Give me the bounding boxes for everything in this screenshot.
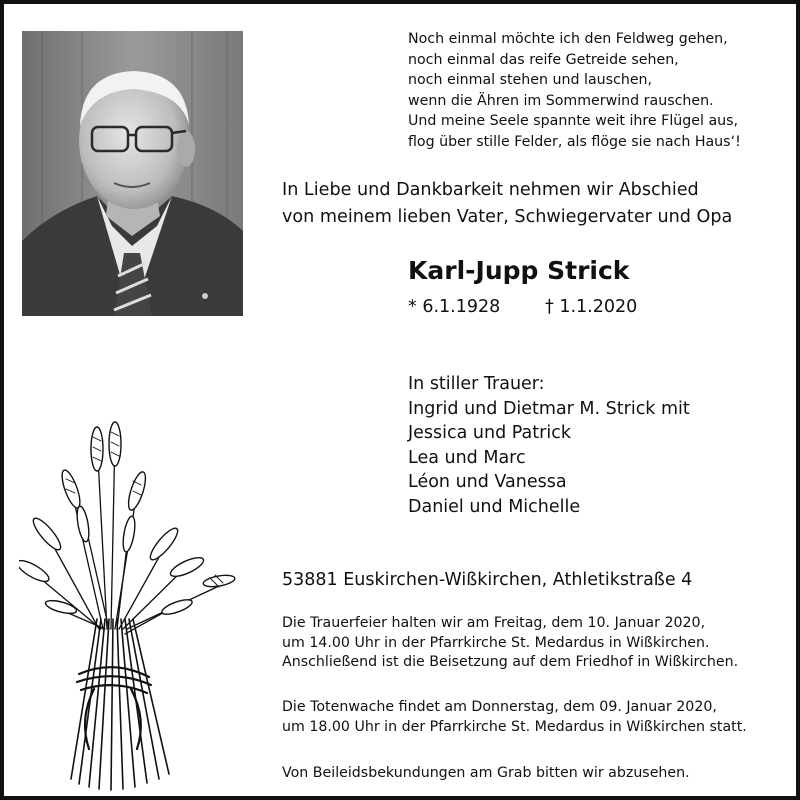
mourner-entry: Daniel und Michelle bbox=[408, 496, 581, 517]
funeral-info bbox=[282, 614, 792, 673]
mourner-entry: Ingrid und Dietmar M. Strick mit bbox=[408, 398, 690, 419]
wake-line: Die Totenwache findet am Donnerstag, dem 09. Januar 2020, bbox=[282, 699, 717, 715]
poem-line: Noch einmal möchte ich den Feldweg gehen, bbox=[408, 31, 728, 47]
poem-line: flog über stille Felder, als flöge sie nach Haus‘! bbox=[408, 133, 741, 150]
portrait-photo bbox=[22, 31, 243, 316]
funeral-line: Die Trauerfeier halten wir am Freitag, dem 10. Januar 2020, bbox=[282, 615, 706, 631]
wheat-sheaf-icon bbox=[19, 419, 251, 792]
birth-date: * 6.1.1928 bbox=[408, 297, 501, 317]
funeral-line: Anschließend ist die Beisetzung auf dem Friedhof in Wißkirchen. bbox=[282, 654, 739, 670]
intro-line: von meinem lieben Vater, Schwiegervater und Opa bbox=[282, 207, 733, 227]
wake-info bbox=[282, 698, 792, 737]
address: 53881 Euskirchen-Wißkirchen, Athletikstraße 4 bbox=[282, 570, 693, 590]
mourner-entry: Léon und Vanessa bbox=[408, 472, 567, 493]
poem bbox=[408, 29, 788, 152]
mourner-entry: Lea und Marc bbox=[408, 447, 526, 468]
poem-line: noch einmal stehen und lauschen, bbox=[408, 72, 653, 88]
mourners-heading: In stiller Trauer: bbox=[408, 374, 545, 394]
intro-line: In Liebe und Dankbarkeit nehmen wir Abschied bbox=[282, 180, 699, 200]
death-date: † 1.1.2020 bbox=[545, 297, 638, 317]
poem-line: Und meine Seele spannte weit ihre Flügel aus, bbox=[408, 113, 739, 129]
intro-text bbox=[282, 177, 782, 231]
funeral-line: um 14.00 Uhr in der Pfarrkirche St. Medardus in Wißkirchen. bbox=[282, 634, 710, 651]
poem-line: wenn die Ähren im Sommerwind rauschen. bbox=[408, 92, 714, 109]
mourners-list bbox=[408, 372, 788, 520]
wake-line: um 18.00 Uhr in der Pfarrkirche St. Medardus in Wißkirchen statt. bbox=[282, 718, 747, 735]
deceased-name: Karl-Jupp Strick bbox=[408, 256, 630, 285]
mourner-entry: Jessica und Patrick bbox=[408, 423, 571, 444]
poem-line: noch einmal das reife Getreide sehen, bbox=[408, 51, 679, 68]
closing-note: Von Beileidsbekundungen am Grab bitten wir abzusehen. bbox=[282, 765, 690, 781]
